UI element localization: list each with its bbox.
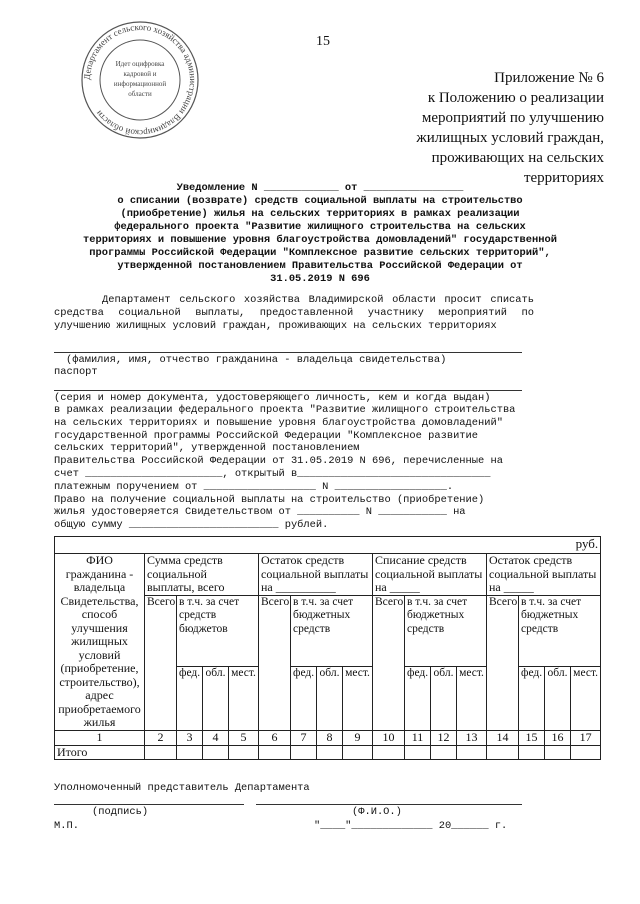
incl-header: в т.ч. за счет бюджетных средств bbox=[291, 595, 373, 666]
column-number: 8 bbox=[317, 730, 343, 745]
itogo-label: Итого bbox=[55, 745, 145, 760]
paragraph-line: жилья удостоверяется Свидетельством от __________ N ___________ на bbox=[54, 506, 466, 519]
stamp-ring-text: Департамент сельского хозяйства администрации Владимирской области bbox=[81, 21, 199, 139]
column-number: 2 bbox=[145, 730, 177, 745]
fio-fill-line bbox=[54, 352, 522, 353]
group-header: Списание средств социальной выплаты на _____ bbox=[373, 554, 487, 596]
group-header: Остаток средств социальной выплаты на __________ bbox=[259, 554, 373, 596]
stamp-center-line: кадровой и bbox=[123, 70, 157, 78]
mest-header: мест. bbox=[229, 666, 259, 730]
passport-label: паспорт bbox=[54, 366, 98, 378]
table-cell bbox=[431, 745, 457, 760]
fed-header: фед. bbox=[177, 666, 203, 730]
stamp-center-line: Идет оцифровка bbox=[115, 60, 165, 68]
column-number: 7 bbox=[291, 730, 317, 745]
project-paragraph bbox=[54, 404, 534, 532]
obl-header: обл. bbox=[431, 666, 457, 730]
representative-label: Уполномоченный представитель Департамента bbox=[54, 782, 310, 794]
total-header: Всего bbox=[373, 595, 405, 730]
stamp-center-line: информационной bbox=[113, 80, 167, 88]
mest-header: мест. bbox=[571, 666, 601, 730]
column-number: 16 bbox=[545, 730, 571, 745]
table-cell bbox=[457, 745, 487, 760]
appendix-line: проживающих на сельских bbox=[431, 150, 604, 166]
appendix-block bbox=[354, 68, 604, 188]
table-cell bbox=[317, 745, 343, 760]
column-number: 13 bbox=[457, 730, 487, 745]
paragraph-line: государственной программы Российской Федерации "Комплексное развитие bbox=[54, 429, 479, 442]
table-cell bbox=[177, 745, 203, 760]
paragraph-line: на сельских территориях и повышение уровня благоустройства домовладений" bbox=[54, 416, 503, 429]
table-cell bbox=[203, 745, 229, 760]
obl-header: обл. bbox=[545, 666, 571, 730]
paragraph-line: платежным поручением от __________________ N __________________. bbox=[54, 480, 454, 493]
document-caption: (серия и номер документа, удостоверяющего личность, кем и когда выдан) bbox=[54, 392, 491, 404]
appendix-line: мероприятий по улучшению bbox=[421, 110, 604, 126]
table-cell bbox=[571, 745, 601, 760]
table-cell bbox=[373, 745, 405, 760]
fio-column-header: ФИО гражданина - владельца Свидетельства, способ улучшения жилищных условий (приобретение, строительство), адрес приобретаемого жилья bbox=[55, 554, 145, 731]
incl-header: в т.ч. за счет бюджетных средств bbox=[519, 595, 601, 666]
fed-header: фед. bbox=[291, 666, 317, 730]
signature-label: (подпись) bbox=[92, 806, 149, 818]
column-number: 10 bbox=[373, 730, 405, 745]
seal-label: М.П. bbox=[54, 820, 79, 832]
column-number: 14 bbox=[487, 730, 519, 745]
column-number: 12 bbox=[431, 730, 457, 745]
notice-line: (приобретение) жилья на сельских территориях в рамках реализации bbox=[120, 208, 520, 220]
column-number: 3 bbox=[177, 730, 203, 745]
paragraph-line: сельских территорий", утвержденной постановлением bbox=[54, 442, 360, 455]
write-off-table bbox=[54, 536, 600, 760]
table-cell bbox=[259, 745, 291, 760]
paragraph-line: Право на получение социальной выплаты на строительство (приобретение) bbox=[54, 493, 485, 506]
column-number: 1 bbox=[55, 730, 145, 745]
notice-line: о списании (возврате) средств социальной выплаты на строительство bbox=[117, 195, 523, 207]
paragraph-line: в рамках реализации федерального проекта "Развитие жилищного строительства bbox=[54, 404, 516, 416]
obl-header: обл. bbox=[203, 666, 229, 730]
column-number: 6 bbox=[259, 730, 291, 745]
notice-line: 31.05.2019 N 696 bbox=[270, 273, 370, 285]
total-header: Всего bbox=[145, 595, 177, 730]
group-header: Сумма средств социальной выплаты, всего bbox=[145, 554, 259, 596]
signature-fill-line bbox=[54, 804, 244, 805]
fed-header: фед. bbox=[405, 666, 431, 730]
stamp-center-line: области bbox=[128, 90, 152, 98]
table-cell bbox=[545, 745, 571, 760]
notice-heading bbox=[40, 182, 600, 286]
fio-caption: (фамилия, имя, отчество гражданина - владельца свидетельства) bbox=[66, 354, 447, 366]
mest-header: мест. bbox=[457, 666, 487, 730]
table-cell bbox=[519, 745, 545, 760]
group-header: Остаток средств социальной выплаты на _____ bbox=[487, 554, 601, 596]
table-cell bbox=[291, 745, 317, 760]
table-cell bbox=[145, 745, 177, 760]
request-paragraph: Департамент сельского хозяйства Владимирской области просит списать средства социальной выплаты, предоставленной участнику мероприятий по улучшению жилищных условий граждан, проживающих на сельских территориях bbox=[54, 294, 534, 332]
unit-label: руб. bbox=[55, 537, 601, 554]
table-cell bbox=[405, 745, 431, 760]
table-cell bbox=[229, 745, 259, 760]
paragraph-line: общую сумму ________________________ рублей. bbox=[54, 519, 329, 532]
mest-header: мест. bbox=[343, 666, 373, 730]
appendix-line: жилищных условий граждан, bbox=[416, 130, 604, 146]
table-cell bbox=[487, 745, 519, 760]
notice-line: утвержденной постановлением Правительства Российской Федерации от bbox=[117, 260, 523, 272]
table-cell bbox=[343, 745, 373, 760]
passport-fill-line bbox=[54, 390, 522, 391]
department-stamp bbox=[78, 18, 202, 142]
column-number: 15 bbox=[519, 730, 545, 745]
incl-header: в т.ч. за счет бюджетных средств bbox=[405, 595, 487, 666]
column-number: 9 bbox=[343, 730, 373, 745]
column-number: 17 bbox=[571, 730, 601, 745]
notice-line: программы Российской Федерации "Комплексное развитие сельских территорий", bbox=[89, 247, 551, 259]
name-fill-line bbox=[256, 804, 522, 805]
obl-header: обл. bbox=[317, 666, 343, 730]
column-number: 4 bbox=[203, 730, 229, 745]
total-header: Всего bbox=[259, 595, 291, 730]
incl-header: в т.ч. за счет средств бюджетов bbox=[177, 595, 259, 666]
appendix-line: Приложение № 6 bbox=[494, 70, 604, 86]
paragraph-line: Правительства Российской Федерации от 31.05.2019 N 696, перечисленные на bbox=[54, 455, 503, 468]
column-number: 5 bbox=[229, 730, 259, 745]
column-number: 11 bbox=[405, 730, 431, 745]
total-header: Всего bbox=[487, 595, 519, 730]
paragraph-line: счет ______________________, открытый в_______________________________ bbox=[54, 467, 491, 480]
fed-header: фед. bbox=[519, 666, 545, 730]
appendix-line: территориях bbox=[523, 170, 604, 186]
notice-line: федерального проекта "Развитие жилищного строительства на сельских bbox=[114, 221, 526, 233]
notice-line: территориях и повышение уровня благоустройства домовладений" государственной bbox=[83, 234, 557, 246]
date-line: "____"_____________ 20______ г. bbox=[314, 820, 508, 832]
notice-title: Уведомление N ____________ от ________________ bbox=[176, 182, 464, 194]
page-number: 15 bbox=[316, 34, 330, 49]
appendix-line: к Положению о реализации bbox=[427, 90, 604, 106]
fio-label: (Ф.И.О.) bbox=[352, 806, 402, 818]
